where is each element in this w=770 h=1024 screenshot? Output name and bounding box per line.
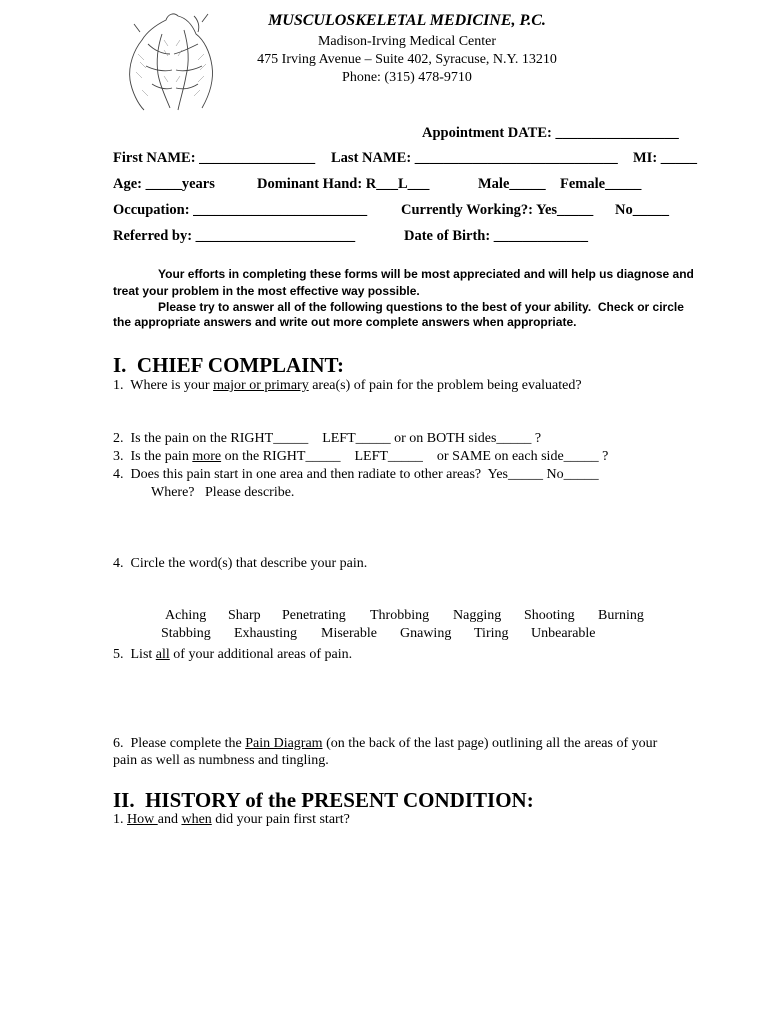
middle-initial-field[interactable]: MI: _____	[633, 150, 698, 166]
first-name-field[interactable]: First NAME: ________________	[113, 150, 316, 166]
question-pain-diagram-line-2: pain as well as numbness and tingling.	[113, 753, 329, 768]
pain-word[interactable]: Burning	[598, 608, 644, 623]
appointment-date-field[interactable]: Appointment DATE: _________________	[422, 125, 679, 141]
clinic-center: Madison-Irving Medical Center	[317, 34, 497, 49]
pain-word[interactable]: Miserable	[321, 626, 377, 641]
clinic-phone: Phone: (315) 478-9710	[342, 70, 472, 85]
anatomy-logo-image	[118, 10, 228, 116]
pain-word[interactable]: Sharp	[228, 608, 261, 623]
pain-word[interactable]: Shooting	[524, 608, 575, 623]
question-pain-radiate[interactable]: 4. Does this pain start in one area and then radiate to other areas? Yes_____ No_____	[113, 467, 599, 482]
currently-working-yes-field[interactable]: Currently Working?: Yes_____	[401, 202, 594, 218]
age-field[interactable]: Age: _____years	[113, 176, 215, 192]
question-pain-more-side[interactable]: 3. Is the pain more on the RIGHT_____ LEFT_____ or SAME on each side_____ ?	[113, 449, 609, 464]
question-pain-side[interactable]: 2. Is the pain on the RIGHT_____ LEFT_____ or on BOTH sides_____ ?	[113, 431, 542, 446]
clinic-title: MUSCULOSKELETAL MEDICINE, P.C.	[268, 12, 546, 29]
clinic-address: 475 Irving Avenue – Suite 402, Syracuse, N.Y. 13210	[257, 52, 557, 67]
last-name-field[interactable]: Last NAME: ____________________________	[331, 150, 618, 166]
instructions-line-2: treat your problem in the most effective way possible.	[113, 284, 420, 298]
section-chief-complaint-heading: I. CHIEF COMPLAINT:	[113, 353, 344, 377]
question-circle-words: 4. Circle the word(s) that describe your pain.	[113, 556, 368, 571]
question-additional-areas: 5. List all of your additional areas of pain.	[113, 647, 353, 662]
female-field[interactable]: Female_____	[560, 176, 642, 192]
instructions-line-4: the appropriate answers and write out more complete answers when appropriate.	[113, 315, 577, 329]
pain-word[interactable]: Stabbing	[161, 626, 211, 641]
pain-word[interactable]: Penetrating	[282, 608, 346, 623]
date-of-birth-field[interactable]: Date of Birth: _____________	[404, 228, 589, 244]
section-history-heading: II. HISTORY of the PRESENT CONDITION:	[113, 788, 534, 812]
instructions-line-3: Please try to answer all of the following questions to the best of your ability. Check or circle	[158, 300, 684, 314]
pain-word[interactable]: Nagging	[453, 608, 502, 623]
question-pain-start: 1. How and when did your pain first start?	[113, 812, 350, 827]
pain-word[interactable]: Aching	[165, 608, 207, 623]
pain-word[interactable]: Unbearable	[531, 626, 596, 641]
pain-word[interactable]: Gnawing	[400, 626, 452, 641]
question-primary-pain-area: 1. Where is your major or primary area(s) of pain for the problem being evaluated?	[113, 378, 582, 393]
instructions-line-1: Your efforts in completing these forms will be most appreciated and will help us diagnose and	[158, 267, 694, 281]
referred-by-field[interactable]: Referred by: ______________________	[113, 228, 356, 244]
question-pain-diagram: 6. Please complete the Pain Diagram (on the back of the last page) outlining all the areas of your	[113, 736, 658, 751]
pain-word[interactable]: Tiring	[474, 626, 509, 641]
pain-word[interactable]: Throbbing	[370, 608, 430, 623]
male-field[interactable]: Male_____	[478, 176, 546, 192]
pain-words-row-2	[154, 610, 596, 642]
occupation-field[interactable]: Occupation: ________________________	[113, 202, 368, 218]
pain-word[interactable]: Exhausting	[234, 626, 297, 641]
currently-working-no-field[interactable]: No_____	[615, 202, 669, 218]
dominant-hand-field[interactable]: Dominant Hand: R___L___	[257, 176, 430, 192]
question-radiate-describe: Where? Please describe.	[151, 485, 295, 500]
